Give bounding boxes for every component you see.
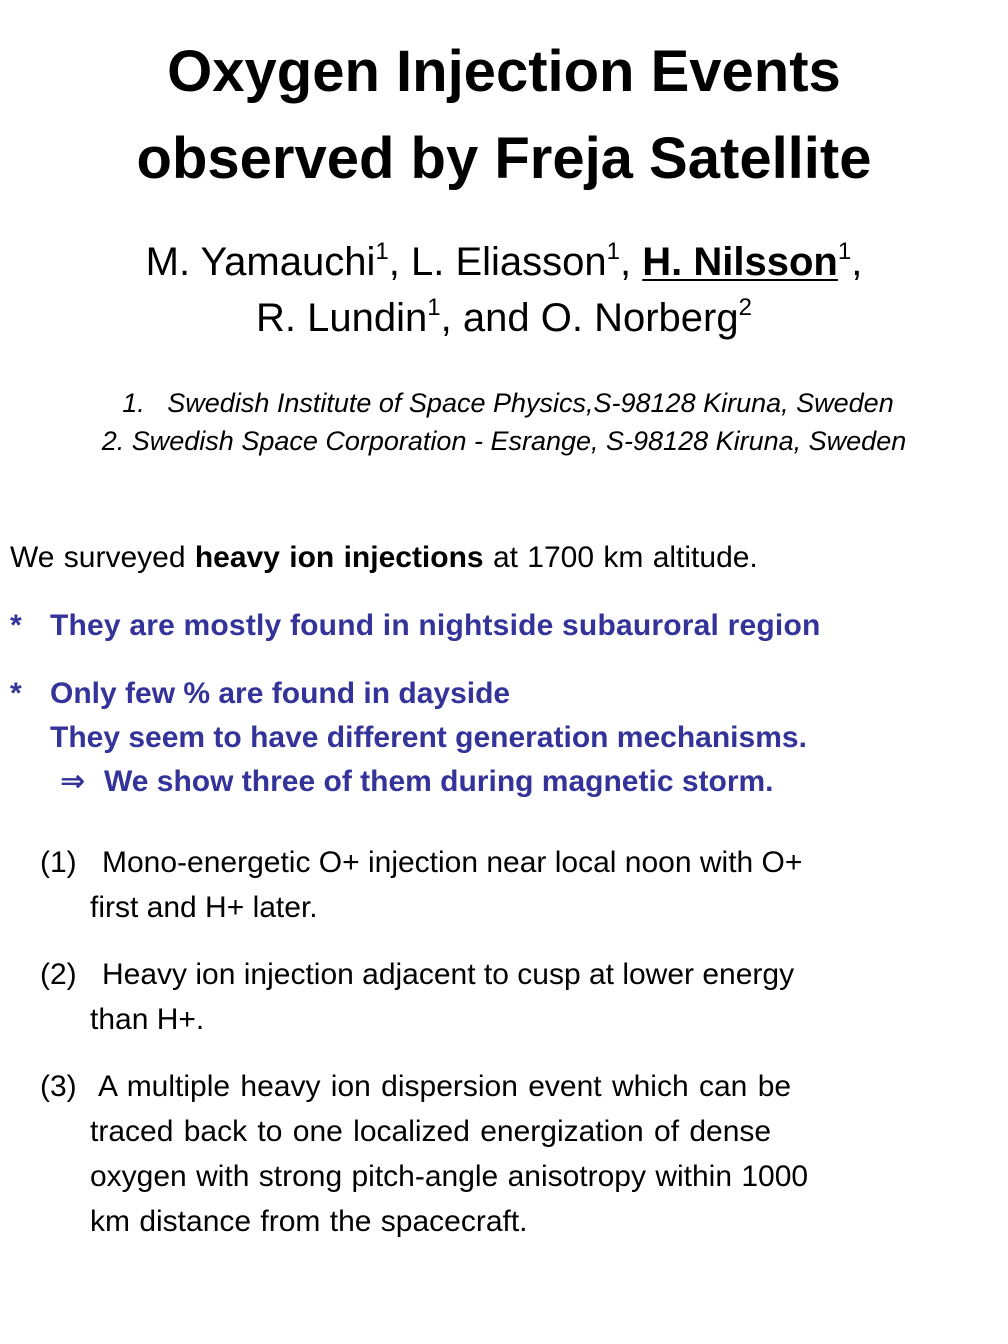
event-text-line: oxygen with strong pitch-angle anisotropy within 1000 — [90, 1160, 809, 1193]
affiliation-2: 2. Swedish Space Corporation - Esrange, S-98128 Kiruna, Sweden — [101, 426, 907, 456]
author-separator: , — [388, 240, 400, 284]
bullet-marker: * — [10, 677, 22, 710]
author-name: L. Eliasson — [410, 240, 607, 284]
author-name: M. Yamauchi — [145, 240, 376, 284]
event-text-line: A multiple heavy ion dispersion event which can be — [98, 1070, 792, 1103]
event-text-line: km distance from the spacecraft. — [90, 1205, 528, 1238]
event-text-line: Mono-energetic O+ injection near local noon with O+ — [102, 846, 803, 879]
bullet-dayside-line-1: Only few % are found in dayside — [50, 677, 511, 710]
bullet-dayside-line-3-text: We show three of them during magnetic storm. — [104, 765, 774, 798]
event-text-line: Heavy ion injection adjacent to cusp at lower energy — [102, 958, 795, 991]
author-name: R. Lundin — [256, 296, 428, 340]
event-text-line: traced back to one localized energization of dense — [90, 1115, 772, 1148]
author-separator: , — [620, 240, 632, 284]
intro-highlight: heavy ion injections — [194, 541, 484, 574]
bullet-marker: * — [10, 609, 22, 642]
author-affil-mark: 1 — [837, 237, 852, 265]
author-separator: , — [851, 240, 863, 284]
intro-statement — [10, 538, 758, 578]
authors-line-1 — [0, 238, 1008, 286]
event-text-line: than H+. — [90, 1003, 205, 1036]
title-line-1: Oxygen Injection Events — [167, 39, 841, 104]
event-number: (3) — [40, 1070, 77, 1103]
intro-after: at 1700 km altitude. — [483, 541, 758, 574]
event-number: (1) — [40, 846, 77, 879]
affiliation-1: 1. Swedish Institute of Space Physics,S-98128 Kiruna, Sweden — [122, 388, 894, 418]
bullet-dayside-line-2: They seem to have different generation mechanisms. — [50, 721, 807, 754]
title-line-2: observed by Freja Satellite — [136, 126, 872, 191]
author-affil-mark: 1 — [375, 237, 389, 265]
author-affil-mark: 1 — [606, 237, 621, 265]
author-name: O. Norberg — [540, 296, 739, 340]
bullet-nightside: They are mostly found in nightside subauroral region — [50, 609, 821, 642]
author-separator-and: , and — [440, 296, 530, 340]
event-number: (2) — [40, 958, 77, 991]
presenting-author-name: H. Nilsson — [642, 240, 838, 284]
event-text-line: first and H+ later. — [90, 891, 318, 924]
bullet-dayside-line-3 — [60, 762, 774, 802]
authors-line-2 — [0, 294, 1008, 342]
author-affil-mark: 1 — [427, 293, 441, 321]
arrow-right-icon: ⇒ — [60, 765, 86, 798]
author-affil-mark: 2 — [738, 293, 752, 321]
intro-before: We surveyed — [10, 541, 195, 574]
